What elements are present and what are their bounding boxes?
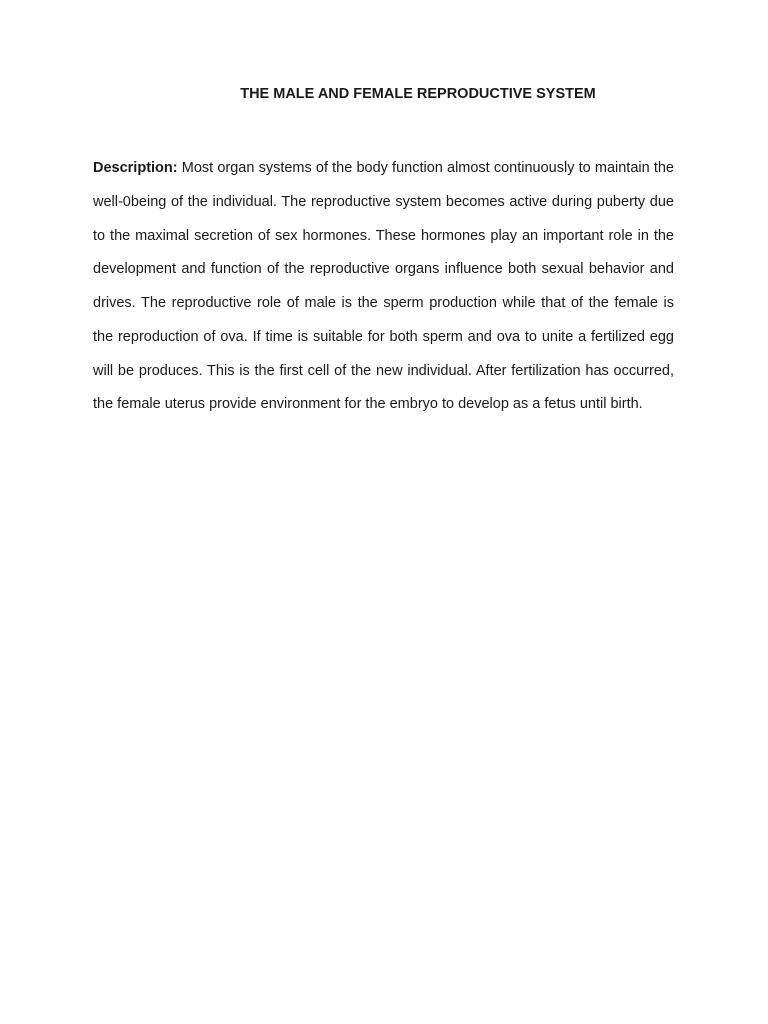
description-text: Most organ systems of the body function almost continuously to maintain the well-0being of the individual. The reproductive system becomes active during puberty due to the maximal secretion of sex hormones. These hormones play an important role in the development and function of the reproductive organs influence both sexual behavior and drives. The reproductive role of male is the sperm production while that of the female is the reproduction of ova. If time is suitable for both sperm and ova to unite a fertilized egg will be produces. This is the first cell of the new individual. After fertilization has occurred, the female uterus provide environment for the embryo to develop as a fetus until birth. xyxy=(93,160,674,413)
page-title xyxy=(0,86,768,102)
description-paragraph xyxy=(93,152,674,422)
description-label: Description: xyxy=(93,160,178,176)
page-title-text: THE MALE AND FEMALE REPRODUCTIVE SYSTEM xyxy=(240,86,596,102)
